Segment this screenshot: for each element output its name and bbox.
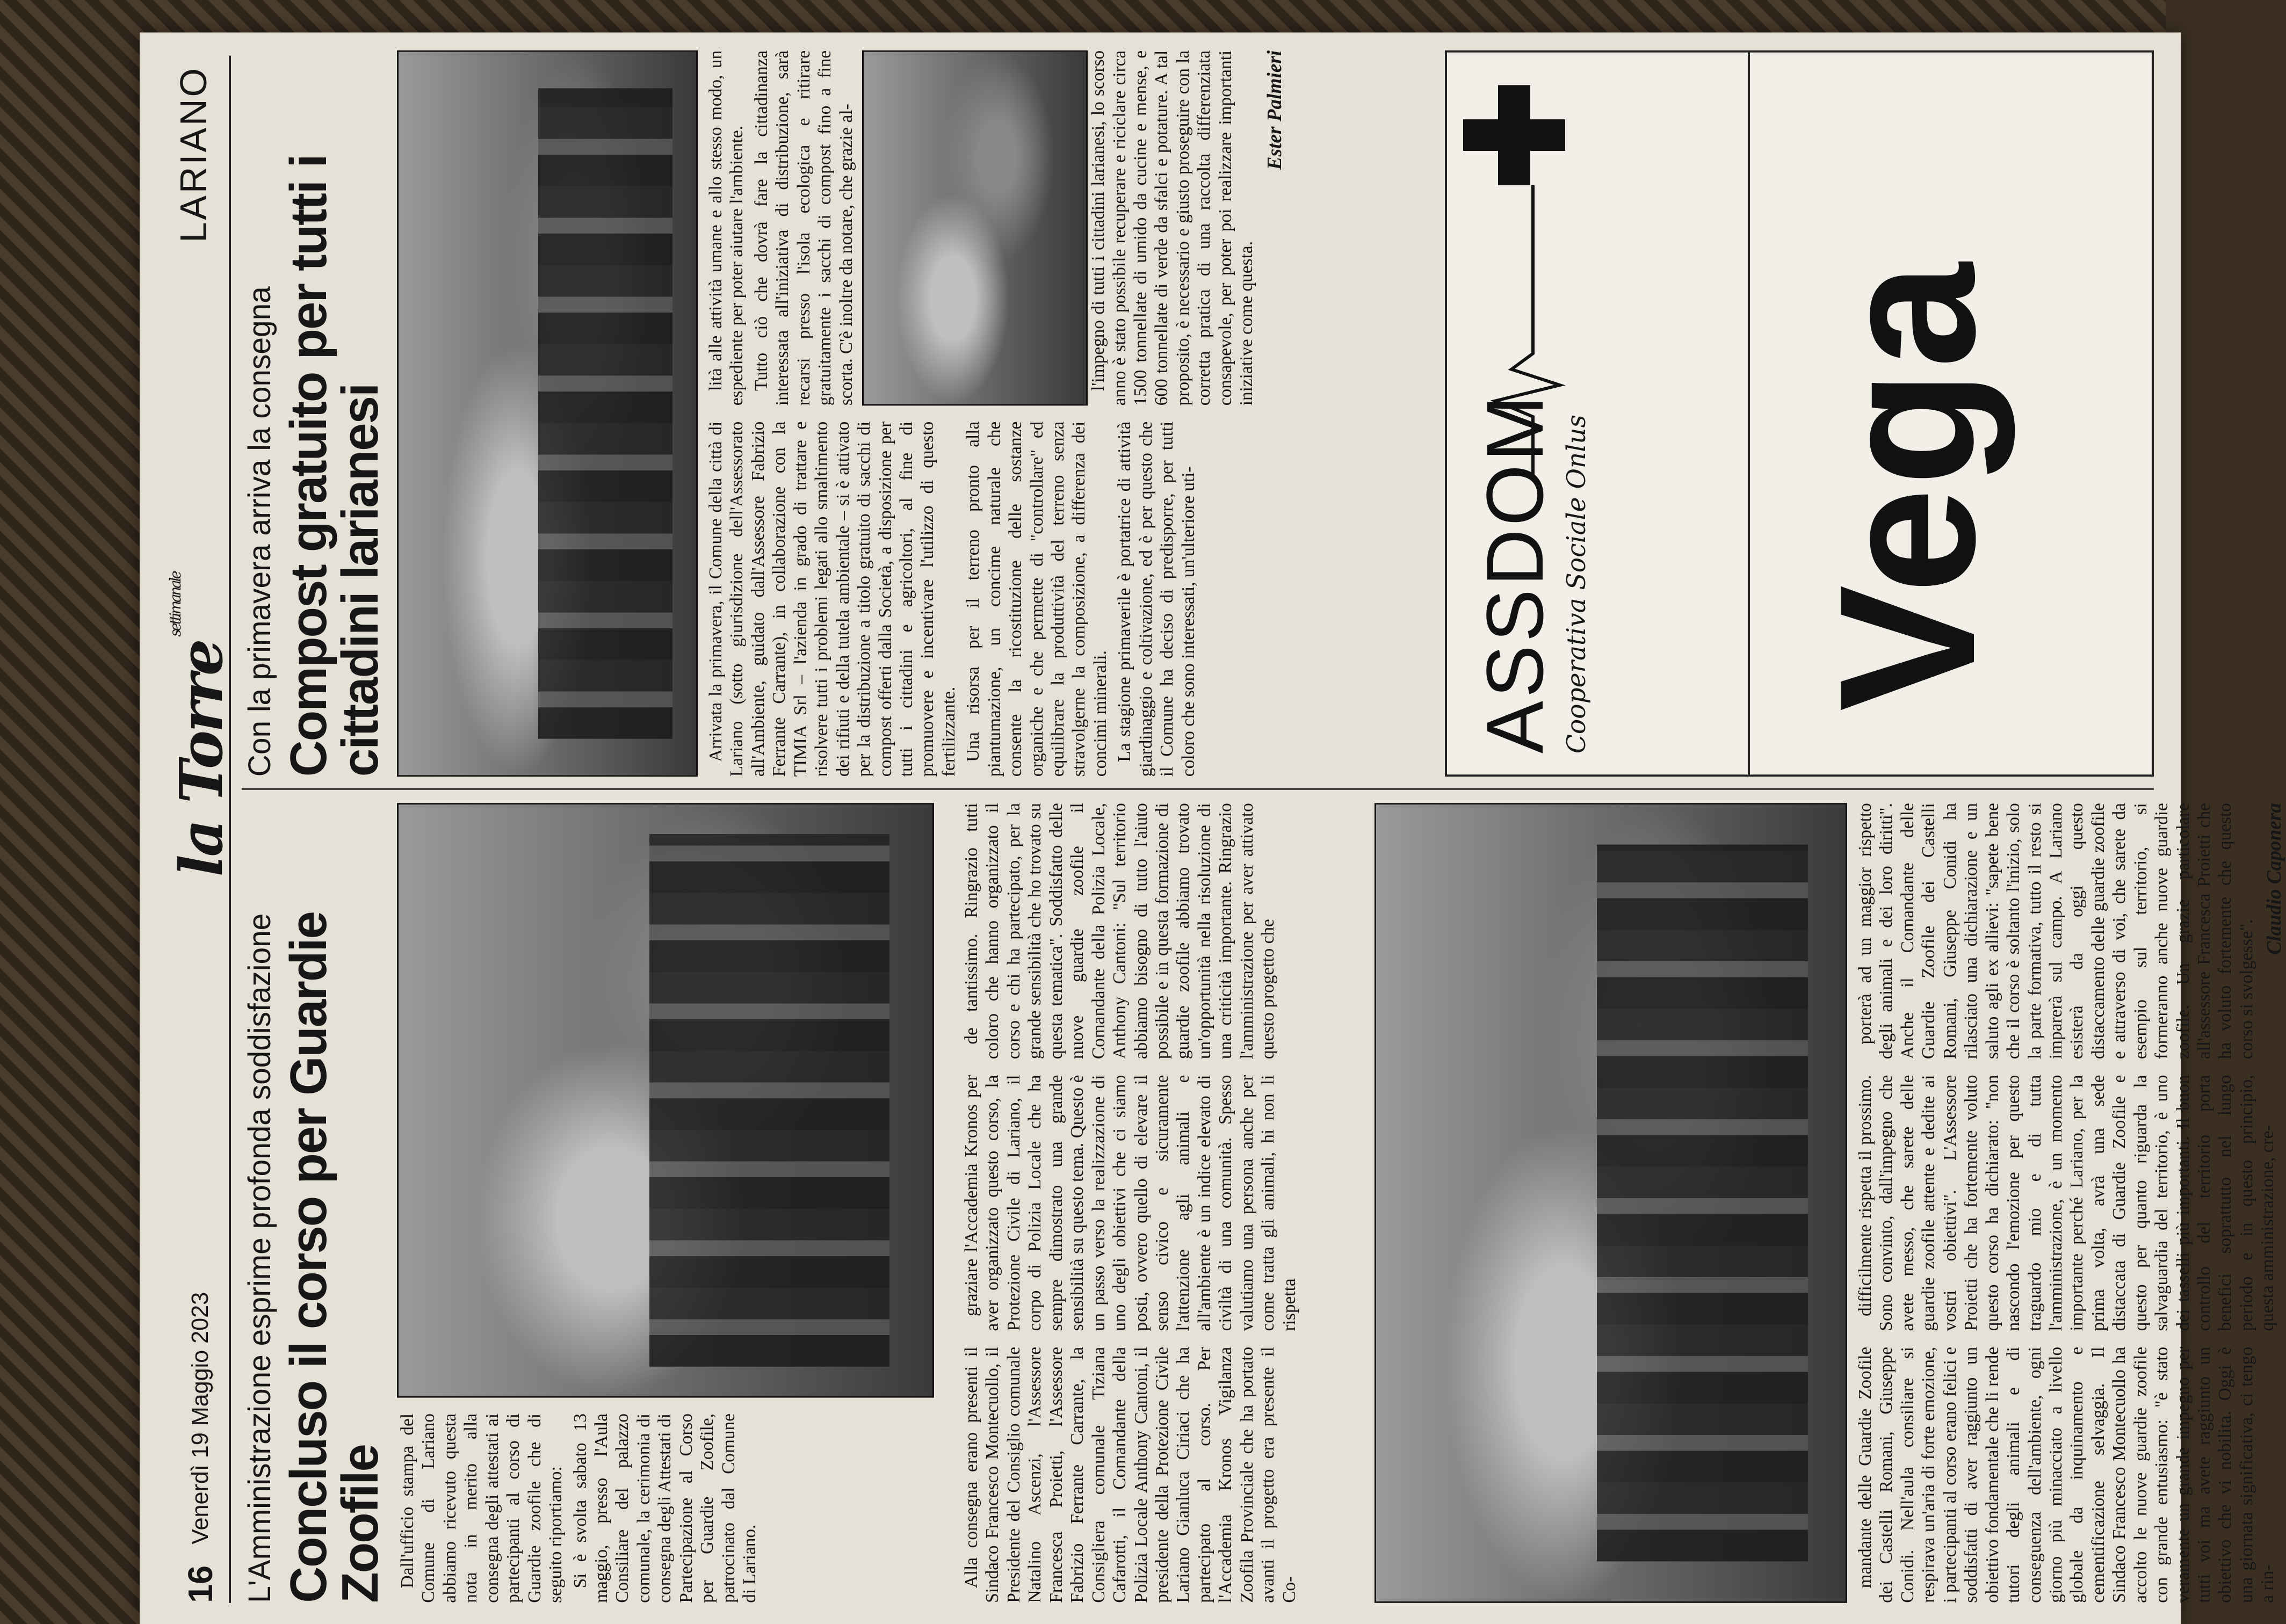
page-number: 16	[181, 1565, 220, 1603]
article1-col4	[961, 803, 1369, 1059]
vega-title: Vega	[1799, 260, 2015, 712]
photo-people	[649, 834, 889, 1366]
article1-col7	[1855, 803, 2286, 1059]
photo-people	[1597, 844, 1808, 1561]
column-divider	[242, 788, 2154, 790]
page-date: Venerdì 19 Maggio 2023	[187, 1292, 213, 1545]
article2-col2	[705, 50, 1286, 406]
newspaper-logo	[167, 572, 236, 876]
article1-para: porterà ad un maggior rispetto degli animali e dei loro diritti". Anche il Comandante delle Guardie Zoofile dei Castelli Romani, Giuseppe Conidi ha rilasciato una dichiarazione e un saluto agli ex allievi: "sapete bene che il corso è soltanto l'inizio, solo la parte formativa, tutto il resto si imparerà sul campo. A Lariano esisterà da oggi questo distaccamento delle guardie zoofile e attraverso di voi, che sarete da esempio sul territorio, si formeranno anche nuove guardie zoofile. Un grazie particolare all'assessore Francesca Proietti che ha voluto fortemente che questo corso si svolgesse".	[1855, 803, 2256, 1060]
article1-col5	[1855, 1347, 2286, 1603]
newspaper-page	[140, 32, 2286, 1624]
article1-para: Si è svolta sabato 13 maggio, presso l'Aula Consiliare del palazzo comunale, la cerimonia di consegna degli Attestati di Partecipazione al Corso per Guardie Zoofile, patrocinato dal Comune di Lariano.	[570, 1413, 759, 1603]
article1-col3	[961, 1075, 1369, 1331]
article1-para: Alla consegna erano presenti il Sindaco Francesco Montecuollo, il Presidente del Consiglio comunale Natalino Ascenzi, l'Assessore Francesca Proietti, l'Assessore Fabrizio Ferrante Carrante, la Consigliera comunale Tiziana Cafarotti, il Comandante della Polizia Locale Anthony Cantoni, il presidente della Protezione Civile Lariano Gianluca Ciriaci che ha partecipato al corso. Per l'Accademia Kronos Vigilanza Zoofila Provinciale che ha portato avanti il progetto era presente il Co-	[961, 1346, 1299, 1603]
article2-para: La stagione primaverile è portatrice di attività giardinaggio e coltivazione, ed è per questo che il Comune ha deciso di predisporre, per tutti coloro che sono interessati, un'ulteriore uti-	[1115, 421, 1198, 777]
article2-para: Arrivata la primavera, il Comune della città di Lariano (sotto giurisdizione dell'Assessorato all'Ambiente, guidato dall'Assessore Fabrizio Ferrante Carrante), in collaborazione con la TIMIA Srl – l'azienda in grado di trattare e risolvere tutti i problemi legati allo smaltimento dei rifiuti e della tutela ambientale – si è attivato per la distribuzione a titolo gratuito di sacchi di compost offerti dalla Società, a disposizione per tutti i cittadini e agricoltori, al fine di promuovere e incentivare l'utilizzo di questo fertilizzante.	[706, 421, 959, 777]
article2-columns	[705, 50, 1286, 777]
article1-col1	[397, 1413, 956, 1603]
article2-para: lità alle attività umane e allo stesso modo, un espediente per poter aiutare l'ambiente.	[706, 50, 747, 406]
ecg-line-icon	[1479, 185, 1565, 480]
article2-kicker: Con la primavera arriva la consegna	[242, 286, 277, 777]
article1-top-columns	[397, 803, 956, 1603]
article1-photo-group	[1375, 803, 1847, 1603]
article-guardie-zoofile	[242, 803, 2286, 1603]
article1-col6	[1855, 1075, 2286, 1331]
logo-subtitle: settimanale	[167, 572, 184, 637]
page-header	[167, 56, 236, 1603]
article1-kicker: L'Amministrazione esprime profonda soddisfazione	[242, 913, 277, 1603]
article1-para: de tantissimo. Ringrazio tutti coloro che hanno organizzato il corso e chi ha partecipato, per la grande sensibilità che ho trovato su questa tematica". Soddisfatto delle nuove guardie zoofile il Comandante della Polizia Locale, Anthony Cantoni: "Sul territorio abbiamo bisogno di tutto l'aiuto possibile e in questa formazione di guardie zoofile abbiamo trovato un'opportunità nella risoluzione di una criticità importante. Ringrazio l'amministrazione per aver attivato questo progetto che	[961, 803, 1278, 1060]
article2-photo-ecological-site	[397, 50, 698, 777]
assdom-vega-ad	[1445, 50, 2154, 777]
article2-para: l'impegno di tutti i cittadini larianesi, lo scorso anno è stato possibile recuperare e riciclare circa 1500 tonnellate di umido da cucine e mense, e 600 tonnellate di verde da sfalci e potature. A tal proposito, è necessario e giusto proseguire con la corretta pratica di una raccolta differenziata consapevole, per poter poi realizzare importanti iniziative come questa.	[1088, 50, 1257, 406]
article-compost	[242, 50, 1423, 777]
assdom-title: ASSDOM	[1470, 392, 1560, 754]
article2-headline: Compost gratuito per tutti i cittadini larianesi	[280, 155, 389, 777]
assdom-subtitle: Cooperativa Sociale Onlus	[1561, 415, 1591, 754]
vega-logo	[1796, 260, 2019, 711]
section-name: LARIANO	[172, 66, 214, 243]
ad-divider	[1748, 53, 1750, 775]
article1-photo-top	[397, 803, 934, 1397]
article2-para: Una risorsa per il terreno pronto alla piantumazione, un concime naturale che consente la ricostituzione delle sostanze organiche e che permette di "controllare" ed equilibrare la produttività del terreno senza stravolgerne la composizione, a differenza dei concimi minerali.	[963, 421, 1110, 777]
article1-para: difficilmente rispetta il prossimo. Sono convinto, dall'impegno che avete messo, che sarete delle guardie zoofile attente e dedite ai vostri obiettivi". L'Assessore Proietti che ha fortemente voluto questo corso ha dichiarato: "non nascondo l'emozione per questo traguardo mio e di tutta l'amministrazione, è un momento importante perché Lariano, per la prima volta, avrà una sede distaccata di Guardie Zoofile e questo per quanto riguarda la salvaguardia del territorio, è uno dei tasselli più importanti. Il buon controllo del territorio porta benefici soprattutto nel lungo periodo e in questo principio, questa amministrazione, cre-	[1855, 1075, 2278, 1331]
article2-para: Tutto ciò che dovrà fare la cittadinanza interessata all'iniziativa di distribuzione, sarà recarsi presso l'isola ecologica e ritirare gratuitamente i sacchi di compost fino a fine scorta. C'è inoltre da notare, che grazie al-	[751, 50, 856, 406]
article1-bottom-columns	[1855, 803, 2286, 1603]
photo-structures	[538, 88, 672, 739]
article2-col1	[705, 422, 1286, 777]
logo-text: la Torre	[167, 641, 236, 877]
article1-col2	[961, 1347, 1369, 1603]
article2-author: Ester Palmieri	[1263, 50, 1286, 170]
article2-photo-compost-hands	[862, 50, 1088, 406]
article1-para: mandante delle Guardie Zoofile dei Castelli Romani, Giuseppe Conidi. Nell'aula consiliare si respirava un'aria di forte emozione, i partecipanti al corso erano felici e soddisfatti di aver raggiunto un obiettivo fondamentale che li rende tutori degli animali e di conseguenza dell'ambiente, ogni giorno più minacciato a livello globale da inquinamento e cementificazione selvaggia. Il Sindaco Francesco Montecuollo ha accolto le nuove guardie zoofile con grande entusiasmo: "è stato veramente un grande impegno per tutti voi ma avete raggiunto un obiettivo che vi nobilita. Oggi è una giornata significativa, ci tengo a rin-	[1855, 1346, 2278, 1603]
medical-cross-icon	[1463, 85, 1565, 185]
article1-author: Claudio Caponera	[2263, 803, 2286, 955]
article1-para: Dall'ufficio stampa del Comune di Lariano abbiamo ricevuto questa nota in merito alla consegna degli attestati ai partecipanti al corso di Guardie zoofile che di seguito riportiamo:	[397, 1413, 566, 1603]
article1-headline: Concluso il corso per Guardie Zoofile	[280, 912, 389, 1603]
article1-middle-columns	[961, 803, 1369, 1603]
article1-para: graziare l'Accademia Kronos per aver organizzato questo corso, la Protezione Civile di Lariano, il corpo di Polizia Locale che ha sempre dimostrato una grande sensibilità su questo tema. Questo è un passo verso la realizzazione di uno degli obiettivi che ci siamo posti, ovvero quello di elevare il senso civico e sicuramente l'attenzione agli animali e all'ambiente è un indice elevato di civiltà di una comunità. Spesso valutiamo una persona anche per come tratta gli animali, hi non li rispetta	[961, 1075, 1299, 1331]
